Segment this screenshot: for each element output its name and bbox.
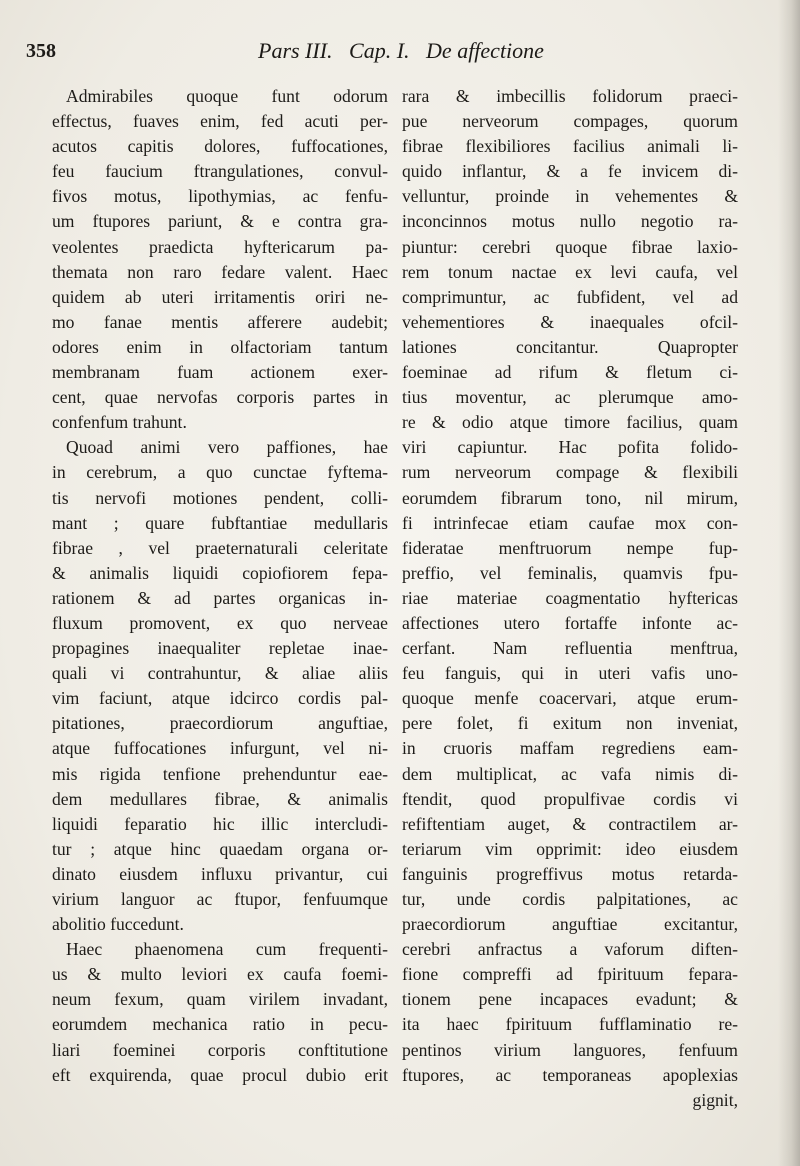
text-line: feu fanguis, qui in uteri vafis uno- xyxy=(402,663,738,684)
text-line: tur ; atque hinc quaedam organa or- xyxy=(52,838,388,859)
text-line: in cruoris maffam regrediens eam- xyxy=(402,738,738,759)
text-line: atque fuffocationes infurgunt, vel ni- xyxy=(52,738,388,759)
text-line: vim faciunt, atque idcirco cordis pal- xyxy=(52,688,388,709)
text-line: themata non raro fedare valent. Haec xyxy=(52,261,388,282)
text-line: virium languor ac ftupor, fenfuumque xyxy=(52,889,388,909)
text-line: tius moventur, ac plerumque amo- xyxy=(402,387,738,408)
text-line: Quoad animi vero paffiones, hae xyxy=(66,437,388,458)
text-line: fluxum promovent, ex quo nerveae xyxy=(52,612,388,633)
text-line: liari foeminei corporis conftitutione xyxy=(52,1039,388,1060)
text-line: riae materiae coagmentatio hyftericas xyxy=(402,587,738,608)
text-line: rara & imbecillis folidorum praeci- xyxy=(402,86,738,106)
text-line: cerfant. Nam refluentia menftrua, xyxy=(402,638,738,659)
text-line: dem medullares fibrae, & animalis xyxy=(52,788,388,809)
text-line: fibrae flexibiliores facilius animali li- xyxy=(402,136,738,157)
text-line: refiftentiam auget, & contractilem ar- xyxy=(402,813,738,834)
text-line: cerebri anfractus a vaforum diften- xyxy=(402,939,738,960)
page-edge-shadow xyxy=(778,0,800,1166)
text-line: odores enim in olfactoriam tantum xyxy=(52,336,388,357)
text-line: veolentes praedicta hyftericarum pa- xyxy=(52,236,388,257)
text-line: us & multo leviori ex caufa foemi- xyxy=(52,964,388,985)
text-line: Haec phaenomena cum frequenti- xyxy=(66,939,388,960)
text-line: effectus, fuaves enim, fed acuti per- xyxy=(52,111,388,132)
text-line: neum fexum, quam virilem invadant, xyxy=(52,989,388,1010)
text-line: re & odio atque timore facilius, quam xyxy=(402,412,738,433)
left-text-column xyxy=(52,84,388,1088)
text-line: velluntur, proinde in vehementes & xyxy=(402,186,738,207)
text-line: pue nerveorum compages, quorum xyxy=(402,111,738,132)
text-line: quidem ab uteri irritamentis oriri ne- xyxy=(52,286,388,307)
text-line: eft exquirenda, quae procul dubio erit xyxy=(52,1064,388,1085)
text-line: um ftupores pariunt, & e contra gra- xyxy=(52,211,388,232)
page-header xyxy=(26,38,766,68)
text-line: piuntur: cerebri quoque fibrae laxio- xyxy=(402,236,738,257)
text-line: ita haec fpirituum fufflaminatio re- xyxy=(402,1014,738,1035)
text-line: propagines inaequaliter repletae inae- xyxy=(52,638,388,659)
text-line: mant ; quare fubftantiae medullaris xyxy=(52,512,388,533)
page-number: 358 xyxy=(26,40,56,62)
text-line: quali vi contrahuntur, & aliae aliis xyxy=(52,663,388,684)
text-line: fione compreffi ad fpirituum fepara- xyxy=(402,964,738,985)
text-line: affectiones utero fortaffe infonte ac- xyxy=(402,612,738,633)
text-line: teriarum vim opprimit: ideo eiusdem xyxy=(402,838,738,859)
text-line: fivos motus, lipothymias, ac fenfu- xyxy=(52,186,388,207)
text-line: foeminae ad rifum & fletum ci- xyxy=(402,362,738,383)
right-text-column xyxy=(402,84,738,1113)
text-line: Admirabiles quoque funt odorum xyxy=(66,86,388,106)
text-line: in cerebrum, a quo cunctae fyftema- xyxy=(52,462,388,483)
text-line: quido inflantur, & a fe invicem di- xyxy=(402,161,738,182)
text-line: eorumdem fibrarum tono, nil mirum, xyxy=(402,487,738,508)
text-line: acutos capitis dolores, fuffocationes, xyxy=(52,136,388,157)
text-line: ftendit, quod propulfivae cordis vi xyxy=(402,788,738,809)
text-line: mis rigida tenfione prehenduntur eae- xyxy=(52,763,388,784)
text-line: fi intrinfecae etiam caufae mox con- xyxy=(402,512,738,533)
text-line: lationes concitantur. Quapropter xyxy=(402,336,738,357)
text-line: praecordiorum anguftiae excitantur, xyxy=(402,914,738,935)
text-line: feu faucium ftrangulationes, convul- xyxy=(52,161,388,182)
text-line: dinato eiusdem influxu privantur, cui xyxy=(52,863,388,884)
text-line: tionem pene incapaces evadunt; & xyxy=(402,989,738,1010)
text-line: tur, unde cordis palpitationes, ac xyxy=(402,889,738,909)
text-line: ftupores, ac temporaneas apoplexias xyxy=(402,1064,738,1085)
text-line: fibrae , vel praeternaturali celeritate xyxy=(52,537,388,558)
text-line: tis nervofi motiones pendent, colli- xyxy=(52,487,388,508)
text-line: fideratae menftruorum nempe fup- xyxy=(402,537,738,558)
text-line: quoque menfe coacervari, atque erum- xyxy=(402,688,738,709)
text-line: abolitio fuccedunt. xyxy=(52,914,184,935)
text-line: dem multiplicat, ac vafa nimis di- xyxy=(402,763,738,784)
text-line: cent, quae nervofas corporis partes in xyxy=(52,387,388,408)
text-line: comprimuntur, ac fubfident, vel ad xyxy=(402,286,738,307)
text-line: viri capiuntur. Hac pofita folido- xyxy=(402,437,738,458)
text-line: rationem & ad partes organicas in- xyxy=(52,587,388,608)
text-line: rem tonum nactae ex levi caufa, vel xyxy=(402,261,738,282)
text-line: pere folet, fi exitum non inveniat, xyxy=(402,713,738,734)
text-line: confenfum trahunt. xyxy=(52,412,187,433)
text-line: inconcinnos motus nullo negotio ra- xyxy=(402,211,738,232)
text-line: vehementiores & inaequales ofcil- xyxy=(402,311,738,332)
text-line: mo fanae mentis afferere audebit; xyxy=(52,311,388,332)
text-line: rum nerveorum compage & flexibili xyxy=(402,462,738,483)
text-line: liquidi feparatio hic illic intercludi- xyxy=(52,813,388,834)
text-line: pentinos virium languores, fenfuum xyxy=(402,1039,738,1060)
text-line: gignit, xyxy=(692,1089,738,1110)
text-line: membranam fuam actionem exer- xyxy=(52,362,388,383)
text-line: & animalis liquidi copiofiorem fepa- xyxy=(52,562,388,583)
text-line: preffio, vel feminalis, quamvis fpu- xyxy=(402,562,738,583)
text-line: pitationes, praecordiorum anguftiae, xyxy=(52,713,388,734)
text-line: eorumdem mechanica ratio in pecu- xyxy=(52,1014,388,1035)
running-title: Pars III. Cap. I. De affectione xyxy=(258,38,544,63)
text-line: fanguinis progreffivus motus retarda- xyxy=(402,863,738,884)
